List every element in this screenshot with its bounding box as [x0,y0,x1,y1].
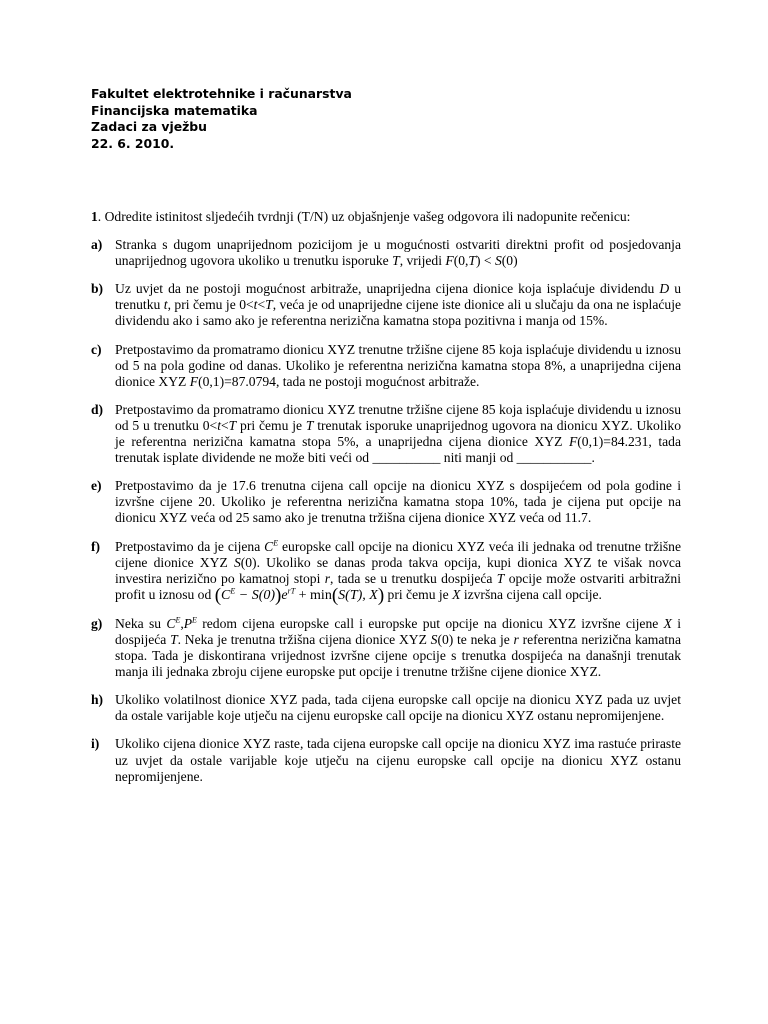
document-header [91,86,352,152]
math-var: T [496,570,505,586]
item-label: e) [91,478,102,494]
list-item-f [91,539,681,604]
math-superscript: E [192,615,197,625]
task-intro [91,209,681,225]
item-text: , pri čemu je 0< [167,297,254,313]
math-var: S [494,253,502,269]
list-item-g [91,616,681,680]
item-text: < [220,417,229,433]
item-text: < [257,297,266,313]
item-text: (0, [453,253,469,269]
item-text: izvršna cijena call opcije. [460,586,602,602]
item-label: d) [91,401,104,417]
math-var: C [264,538,274,554]
item-label: b) [91,281,104,297]
item-text: ) < [475,253,495,269]
math-var: F [568,434,578,450]
formula-superscript: E [230,586,236,596]
item-text: (0,1)=84.231, tada trenutak isplate dividende ne može biti veći od __________ niti manji od ___________. [115,434,681,466]
math-var: T [228,417,237,433]
item-text: Ukoliko cijena dionice XYZ raste, tada cijena europske call opcije na dionicu XYZ ima rastuće priraste uz uvjet da ostale varijable koje utječu na cijenu europske call opcije na dionicu XYZ ostanu nepromijenjene. [115,736,681,784]
item-text: i dospijeća [115,615,681,647]
arbitrage-profit-formula: $(C^E - S(0))e^{rT} + \min(S(T)$, X) [214,584,385,606]
item-text: (0,1)=87.0794, tada ne postoji mogućnost arbitraže. [198,373,480,389]
item-label: a) [91,237,103,253]
math-var: P [183,615,193,631]
item-text: Pretpostavimo da je cijena [115,538,265,554]
document-date: 22. 6. 2010. [91,135,175,151]
math-superscript: E [273,537,279,547]
math-var: T [392,253,400,269]
item-label: h) [91,692,104,708]
item-text: (0). Ukoliko se danas proda takva opcija, kupi dionica XYZ te višak novca investira nerizično po kamatnoj stopi [115,554,681,586]
item-text: , tada se u trenutku dospijeća [329,570,497,586]
item-text: Ukoliko volatilnost dionice XYZ pada, tada cijena europske call opcije na dionicu XYZ pada uz uvjet da ostale varijable koje utječu na cijenu europske call opcije na dionicu XYZ ostanu nepromijenjene. [115,692,681,724]
item-text: Uz uvjet da ne postoji mogućnost arbitraže, unaprijedna cijena dionice koja isplaćuje dividendu [115,281,660,297]
formula-superscript: rT [287,586,296,596]
item-text: redom cijena europske call i europske put opcije na dionicu XYZ izvršne cijene [196,615,664,631]
math-var: X [663,615,672,631]
math-var: T [265,297,273,313]
math-var: T [305,417,314,433]
math-var: t [217,417,221,433]
course-name: Financijska matematika [91,102,258,118]
item-text: Neka su [115,615,167,631]
list-item-i [91,736,681,784]
item-text: Pretpostavimo da promatramo dionicu XYZ trenutne tržišne cijene 85 koja isplaćuje dividendu u iznosu od 5 u trenutku 0< [115,401,681,433]
item-text: . Neka je trenutna tržišna cijena dionice XYZ [177,631,431,647]
formula-part: C [221,587,231,603]
math-var: C [166,615,176,631]
formula-part: e [281,587,288,603]
math-var: t [163,297,168,313]
faculty-name: Fakultet elektrotehnike i računarstva [91,86,352,101]
item-text: opcije može ostvariti arbitražni profit u iznosu od [115,570,681,602]
math-var: D [659,281,670,297]
formula-part: S(T), X [338,587,378,603]
item-text: (0) te neka je [437,631,514,647]
math-var: S [233,554,241,570]
document-body [91,209,681,797]
item-label: f) [91,538,101,554]
math-var: F [189,373,199,389]
task-instruction: . Odredite istinitost sljedećih tvrdnji (T/N) uz objašnjenje vašeg odgovora ili nadopunite rečenicu: [97,209,631,224]
math-var: t [253,297,258,313]
formula-part: + min [295,587,332,603]
math-superscript: E [175,615,181,625]
math-var: r [513,631,519,647]
item-text: europske call opcije na dionicu XYZ veća ili jednaka od trenutne tržišne cijene dionice XYZ [115,538,681,570]
item-text: pri čemu je [384,586,453,602]
item-label: g) [91,615,103,631]
math-var: T [170,631,178,647]
item-text: Pretpostavimo da je 17.6 trenutna cijena call opcije na dionicu XYZ s dospijećem od pola godine i izvršne cijene 20. Ukoliko je referentna nerizična kamatna stopa 10%, tada je cijena put opcije na dionicu XYZ veća od 25 samo ako je trenutna tržišna cijena dionice XYZ veća od 11.7. [115,478,681,526]
item-text: (0) [501,253,518,269]
item-text: referentna nerizična kamatna stopa. Tada je diskontirana vrijednost izvršne cijene opcije s trenutka dospijeća na današnji trenutak manja ili jednaka zbroju cijene europske put opcije i trenutne tržišne cijene dionice XYZ. [115,631,682,680]
item-text: trenutak isporuke unaprijednog ugovora na dionicu XYZ. Ukoliko je referentna nerizična kamatna stopa 5%, a unaprijedna cijena dionice XYZ [115,417,682,450]
math-var: T [468,253,476,269]
item-text: , [180,615,184,631]
formula-part: − S(0) [235,587,276,603]
list-item-a [91,237,681,269]
item-label: c) [91,341,102,357]
item-label: i) [91,736,100,752]
item-text: Stranka s dugom unaprijednom pozicijom je u mogućnosti ostvariti direktni profit od posjedovanja unaprijednog ugovora ukoliko u trenutku isporuke [115,237,681,269]
task-number: 1 [91,209,98,224]
item-text: u trenutku [115,281,681,313]
math-var: F [445,253,454,269]
item-text: , veća je od unaprijedne cijene iste dionice ali u slučaju da ona ne isplaćuje dividendu ako i samo ako je referentna nerizična kamatna stopa pozitivna i manja od 15%. [115,297,681,329]
math-var: S [430,631,438,647]
item-text: pri čemu je [236,417,306,433]
math-var: X [452,586,461,602]
list-item-e [91,478,681,526]
math-var: r [324,570,330,586]
list-item-b [91,281,681,329]
list-item-c [91,342,681,390]
list-item-d [91,402,681,466]
list-item-h [91,692,681,724]
document-title: Zadaci za vježbu [91,119,207,134]
item-text: Pretpostavimo da promatramo dionicu XYZ trenutne tržišne cijene 85 koja isplaćuje dividendu u iznosu od 5 na pola godine od danas. Ukoliko je referentna nerizična kamatna stopa 8%, a unaprijedna cijena dionice XYZ [115,341,681,389]
item-text: , vrijedi [399,253,446,269]
